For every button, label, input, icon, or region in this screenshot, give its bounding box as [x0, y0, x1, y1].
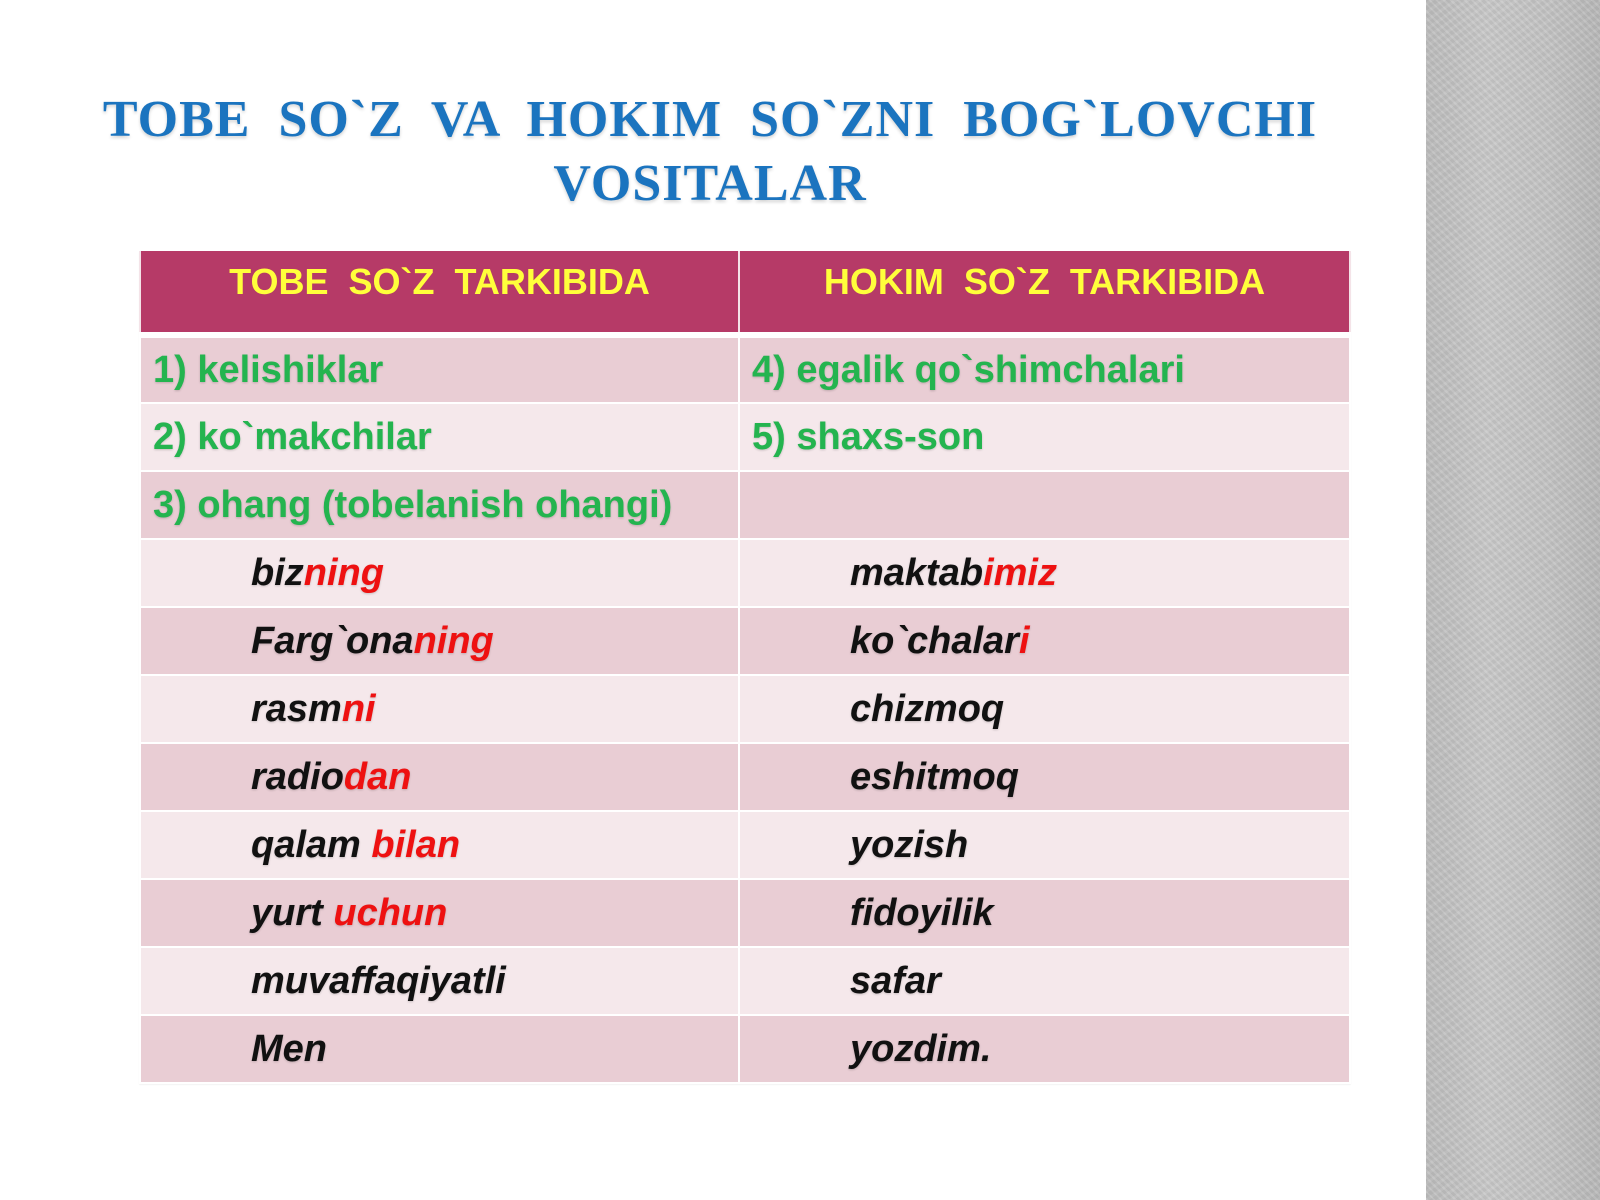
empty-head-cell: [739, 471, 1350, 539]
subordinate-example: [140, 675, 739, 743]
head-example: [739, 743, 1350, 811]
word-stem: maktab: [850, 552, 984, 594]
table-row: [140, 335, 1350, 403]
highlighted-suffix: bilan: [371, 824, 461, 866]
side-texture-panel: [1426, 0, 1600, 1200]
word-stem: Farg`ona: [251, 620, 414, 662]
table-row: [140, 879, 1350, 947]
slide-title-line-2: VOSITALAR: [553, 155, 867, 212]
table-row: [140, 743, 1350, 811]
word-stem: chizmoq: [850, 688, 1005, 730]
highlighted-suffix: i: [1018, 620, 1030, 662]
subordinate-means-label: 2) ko`makchilar: [140, 403, 739, 471]
head-example: [739, 879, 1350, 947]
table-row: [140, 1015, 1350, 1083]
head-example: [739, 1015, 1350, 1083]
subordinate-example: [140, 879, 739, 947]
table-row: [140, 675, 1350, 743]
highlighted-suffix: ni: [341, 688, 376, 730]
head-example: [739, 539, 1350, 607]
header-subordinate-word: TOBE SO`Z TARKIBIDA: [140, 251, 739, 335]
word-stem: biz: [251, 552, 304, 594]
head-example: [739, 607, 1350, 675]
table-row: [140, 607, 1350, 675]
word-stem: qalam: [251, 824, 372, 866]
table-header: [140, 251, 1350, 335]
highlighted-suffix: dan: [343, 756, 412, 798]
subordinate-example: [140, 811, 739, 879]
word-stem: rasm: [251, 688, 342, 730]
head-means-label: 4) egalik qo`shimchalari: [739, 335, 1350, 403]
head-example: [739, 947, 1350, 1015]
subordinate-example: [140, 947, 739, 1015]
word-stem: muvaffaqiyatli: [251, 960, 506, 1002]
head-example: [739, 811, 1350, 879]
word-stem: radio: [251, 756, 344, 798]
subordinate-means-label: 1) kelishiklar: [140, 335, 739, 403]
subordinate-example: [140, 539, 739, 607]
head-means-label: 5) shaxs-son: [739, 403, 1350, 471]
word-stem: yozdim.: [850, 1028, 992, 1070]
table-row: [140, 539, 1350, 607]
connector-comparison-table: [139, 251, 1351, 1084]
slide-title: [80, 88, 1340, 216]
head-example: [739, 675, 1350, 743]
header-head-word: HOKIM SO`Z TARKIBIDA: [739, 251, 1350, 335]
table-row: [140, 471, 1350, 539]
highlighted-suffix: uchun: [333, 892, 448, 934]
word-stem: yurt: [251, 892, 334, 934]
subordinate-example: [140, 743, 739, 811]
word-stem: safar: [850, 960, 941, 1002]
subordinate-means-label: 3) ohang (tobelanish ohangi): [140, 471, 739, 539]
word-stem: yozish: [850, 824, 969, 866]
table-body: [140, 335, 1350, 1083]
word-stem: ko`chalar: [850, 620, 1019, 662]
word-stem: Men: [251, 1028, 327, 1070]
slide-title-line-1: TOBE SO`Z VA HOKIM SO`ZNI BOG`LOVCHI: [102, 91, 1318, 148]
highlighted-suffix: imiz: [983, 552, 1057, 594]
table-header-row: [140, 251, 1350, 335]
word-stem: fidoyilik: [850, 892, 994, 934]
word-stem: eshitmoq: [850, 756, 1019, 798]
table-row: [140, 403, 1350, 471]
subordinate-example: [140, 607, 739, 675]
highlighted-suffix: ning: [413, 620, 494, 662]
table-row: [140, 811, 1350, 879]
table-row: [140, 947, 1350, 1015]
subordinate-example: [140, 1015, 739, 1083]
highlighted-suffix: ning: [303, 552, 384, 594]
